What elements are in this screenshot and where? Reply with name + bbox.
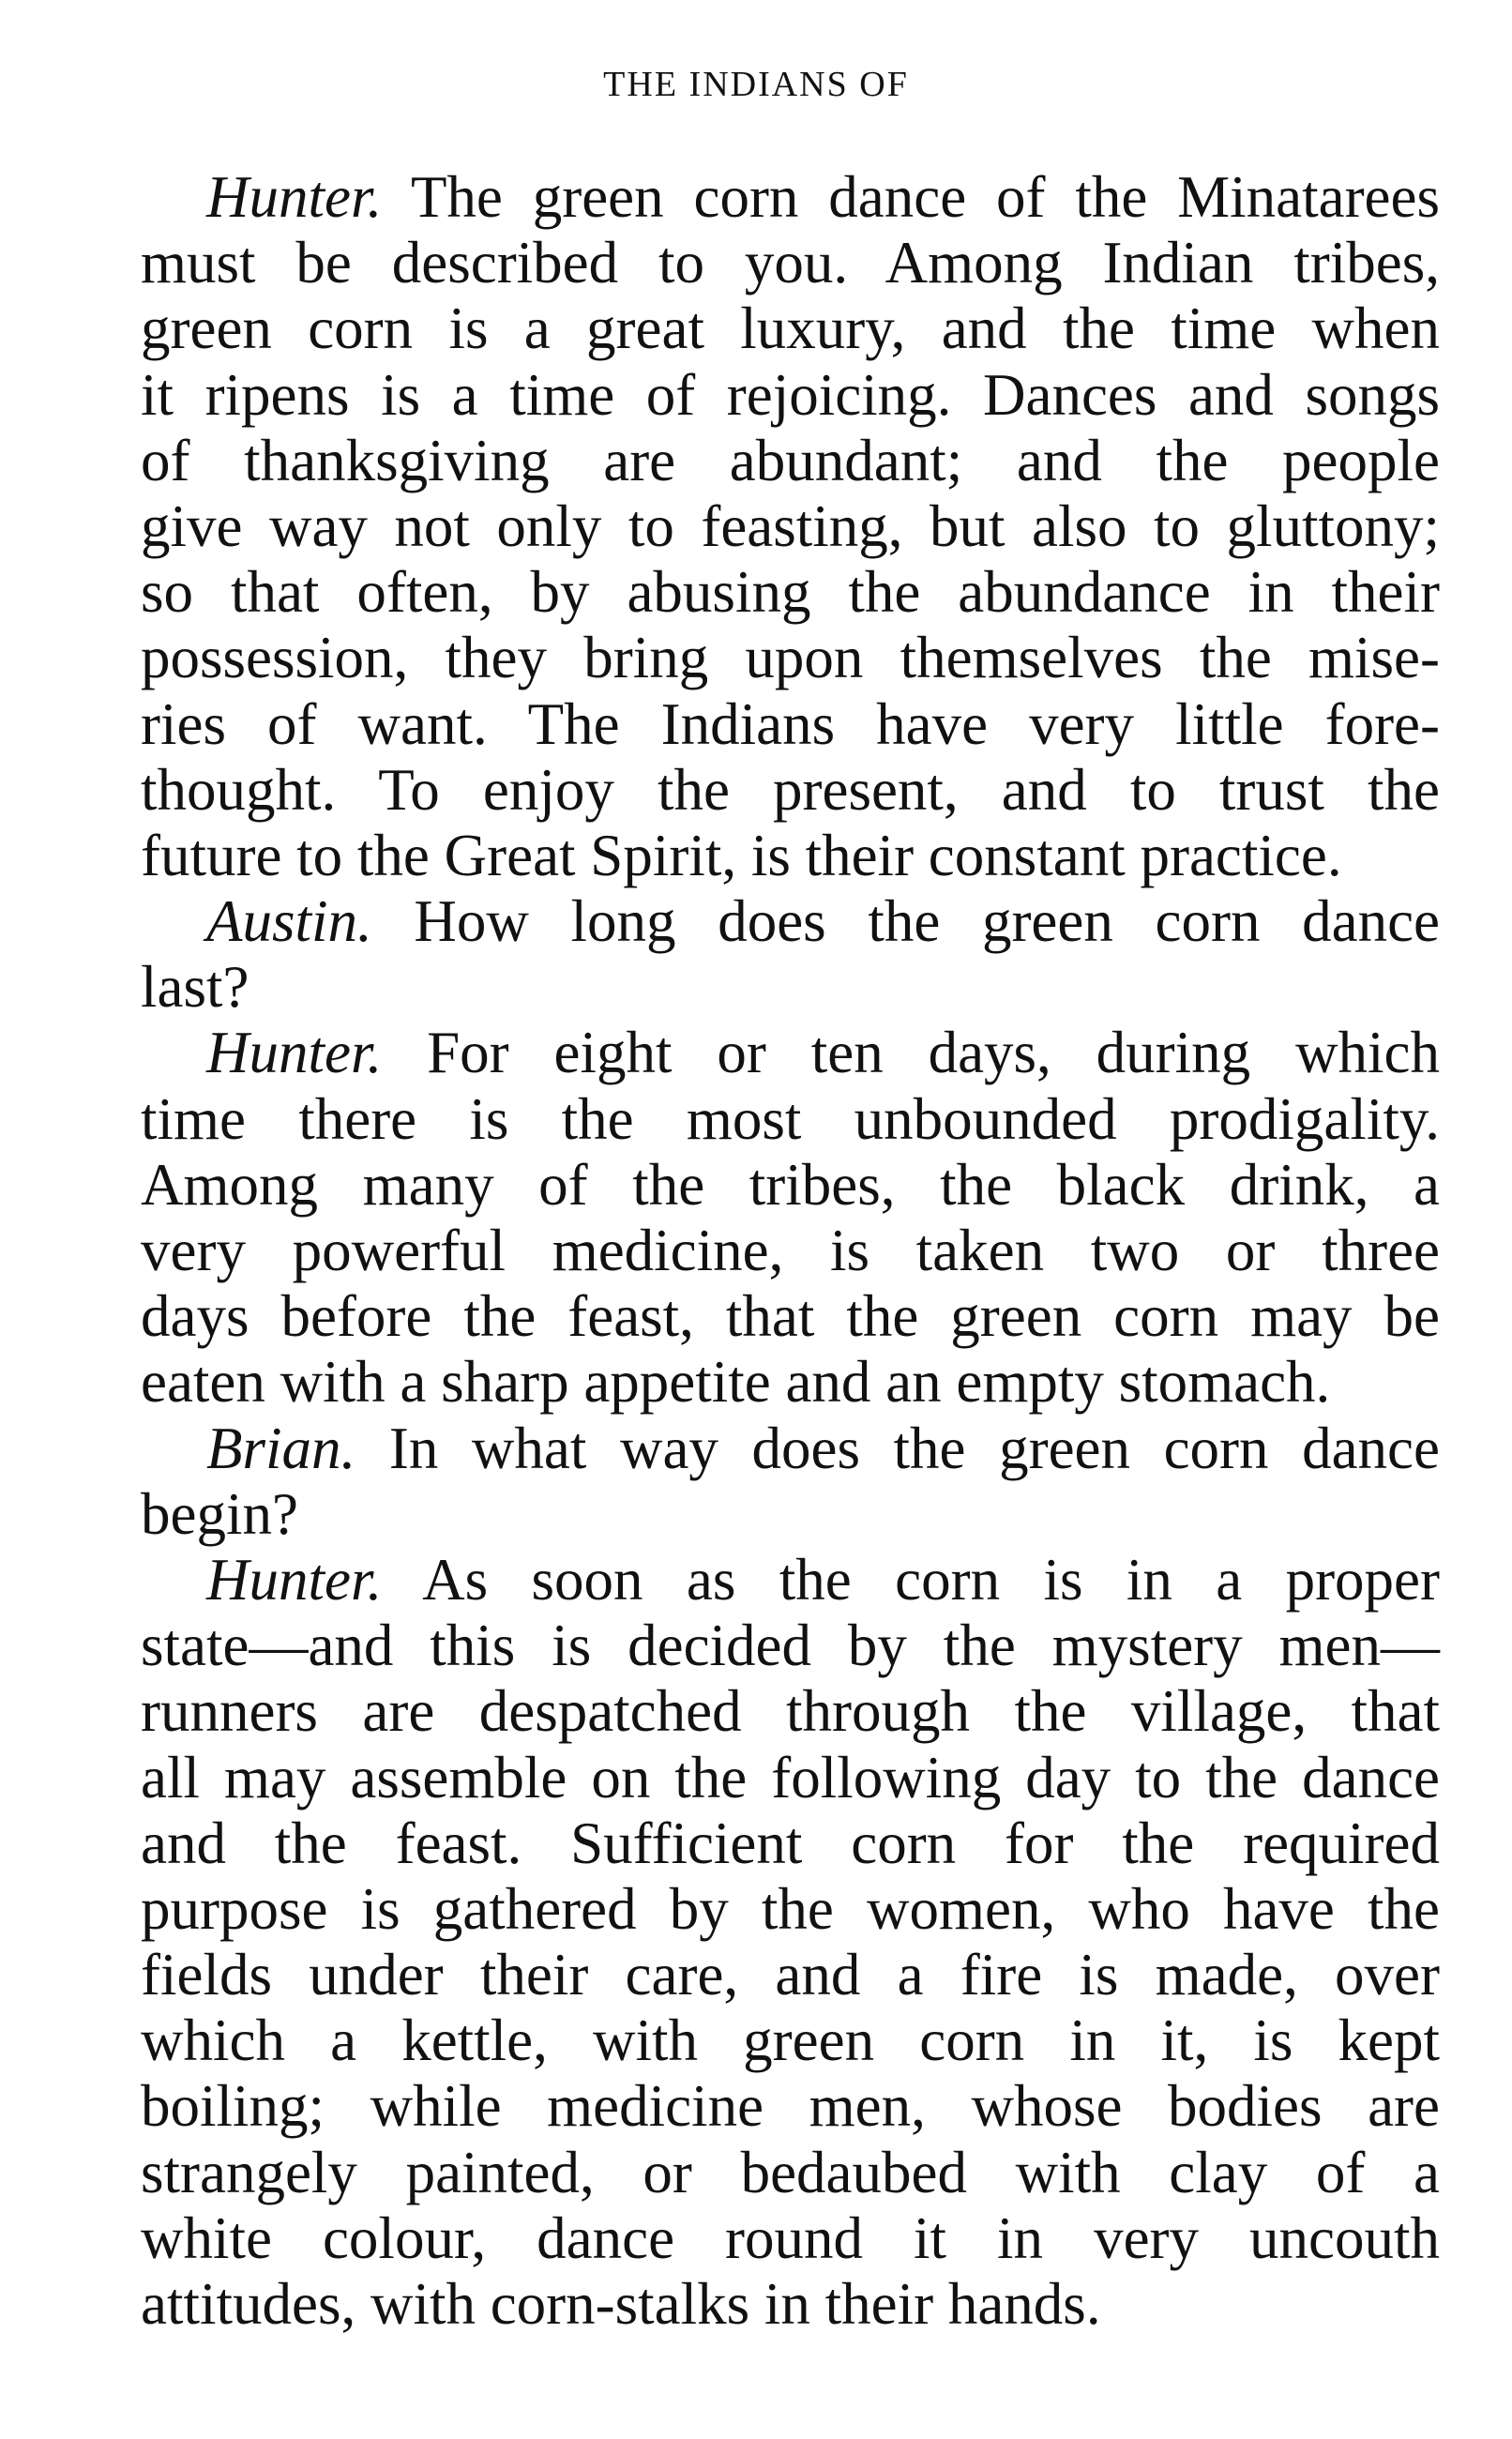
text-line: Hunter. As soon as the corn is in a proper [206,1546,1440,1613]
text-line: and the feast. Sufficient corn for the required [141,1810,1440,1876]
running-head: THE INDIANS OF [603,65,909,104]
text-line: Hunter. The green corn dance of the Minatarees [206,164,1440,230]
text-line: Brian. In what way does the green corn dance [206,1415,1440,1481]
text-line: runners are despatched through the village, that [141,1678,1440,1745]
text-line: white colour, dance round it in very uncouth [141,2204,1440,2271]
text-line: give way not only to feasting, but also to gluttony; [141,492,1440,559]
text-line: which a kettle, with green corn in it, is kept [141,2007,1440,2074]
text-line: attitudes, with corn-stalks in their hands. [141,2271,1101,2337]
text-line: state—and this is decided by the mystery men— [141,1613,1440,1679]
dialogue-paragraph [141,1416,1440,1547]
speaker-name: Brian. [206,1415,356,1481]
dialogue-paragraph [141,1020,1440,1415]
speaker-name: Hunter. [206,1546,383,1613]
text-line: of thanksgiving are abundant; and the people [141,427,1440,493]
text-line: very powerful medicine, is taken two or three [141,1218,1440,1283]
text-line: days before the feast, that the green corn may be [141,1283,1440,1350]
text-line: eaten with a sharp appetite and an empty stomach. [141,1349,1331,1416]
text-line: all may assemble on the following day to the dance [141,1744,1440,1810]
text-line: Austin. How long does the green corn dance [206,888,1440,955]
text-line: purpose is gathered by the women, who have the [141,1875,1440,1942]
dialogue-paragraph [141,888,1440,1020]
speaker-name: Hunter. [206,1020,383,1086]
text-line: strangely painted, or bedaubed with clay of a [141,2139,1440,2205]
dialogue-paragraph [141,164,1440,888]
text-line: it ripens is a time of rejoicing. Dances and songs [141,361,1440,428]
text-line: ries of want. The Indians have very little fore- [141,690,1440,757]
text-line: thought. To enjoy the present, and to trust the [141,756,1440,823]
text-line: boiling; while medicine men, whose bodies are [141,2073,1440,2140]
text-line: fields under their care, and a fire is made, over [141,1942,1440,2008]
text-line: must be described to you. Among Indian tribes, [141,230,1440,296]
text-line: possession, they bring upon themselves the mise- [141,625,1440,691]
speaker-name: Hunter. [206,164,383,230]
body-text [141,164,1440,2337]
text-line: future to the Great Spirit, is their constant practice. [141,822,1342,888]
dialogue-paragraph [141,1547,1440,2337]
speaker-name: Austin. [206,888,372,955]
text-line: time there is the most unbounded prodigality. [141,1085,1440,1152]
text-line: last? [141,954,249,1021]
text-line: green corn is a great luxury, and the time when [141,295,1440,362]
text-line: so that often, by abusing the abundance in their [141,559,1440,626]
text-line: begin? [141,1480,298,1547]
text-line: Hunter. For eight or ten days, during which [206,1020,1440,1086]
text-line: Among many of the tribes, the black drink, a [141,1151,1440,1218]
